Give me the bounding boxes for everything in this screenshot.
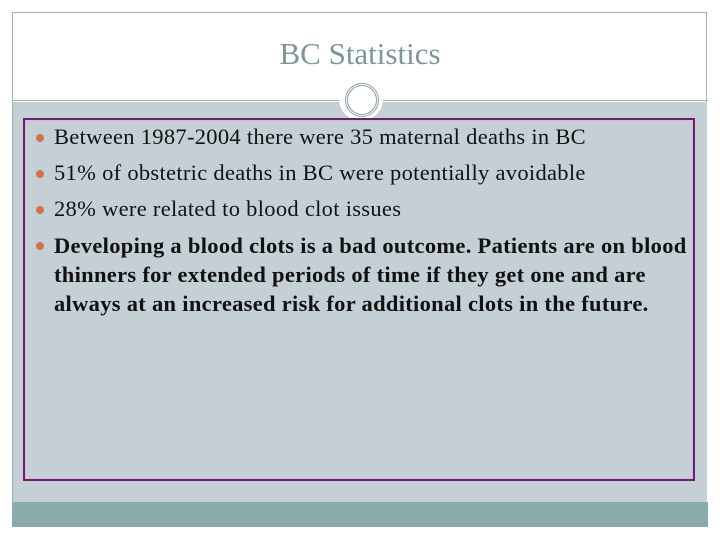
bullet-dot-icon: [36, 206, 44, 214]
bullet-item-emphasis: [23, 231, 688, 318]
bullet-item: [23, 159, 688, 187]
bullet-text: 28% were related to blood clot issues: [54, 196, 402, 221]
footer-band: [12, 502, 708, 527]
bullet-item: [23, 123, 688, 151]
circle-ornament-icon: [345, 83, 379, 117]
bullet-dot-icon: [36, 134, 44, 142]
slide-title: BC Statistics: [279, 36, 441, 71]
bullet-dot-icon: [36, 170, 44, 178]
bullet-item: [23, 195, 688, 223]
bullet-text: 51% of obstetric deaths in BC were potentially avoidable: [54, 160, 586, 185]
bullet-text: Between 1987-2004 there were 35 maternal deaths in BC: [54, 124, 586, 149]
bullet-dot-icon: [36, 242, 44, 250]
bullet-list: [23, 123, 688, 326]
bullet-text: Developing a blood clots is a bad outcome. Patients are on blood thinners for extended periods of time if they get one and are always at an increased risk for additional clots in the future.: [54, 233, 687, 316]
